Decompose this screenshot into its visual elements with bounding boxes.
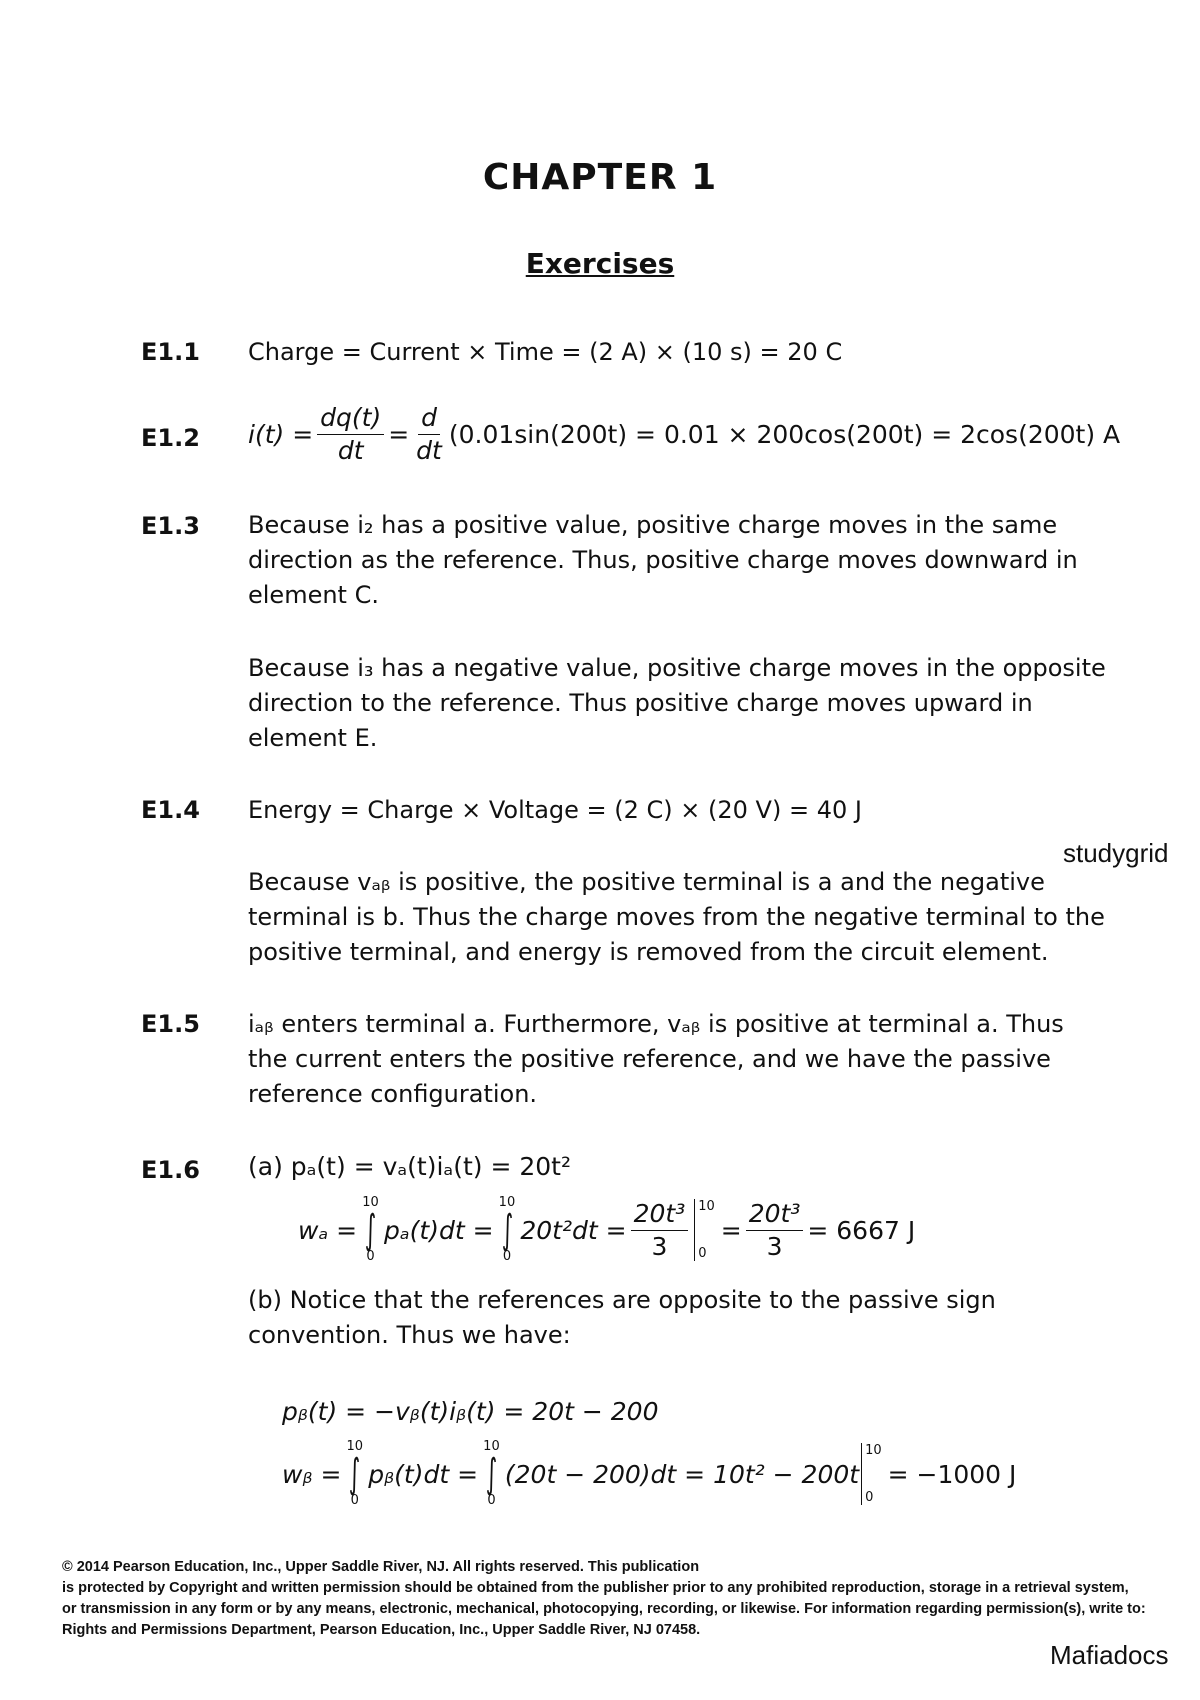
wa-integrand-1: pₐ(t)dt = bbox=[383, 1215, 494, 1245]
text-line: reference configuration. bbox=[248, 1080, 538, 1108]
text-line: direction as the reference. Thus, positive charge moves downward in bbox=[248, 546, 1078, 574]
wa-frac2-den: 3 bbox=[766, 1231, 783, 1261]
wa-fraction-2 bbox=[746, 1199, 804, 1262]
e1-6-wb-equation bbox=[282, 1440, 1016, 1508]
integral-upper-limit: 10 bbox=[498, 1195, 516, 1210]
text-line: Because i₂ has a positive value, positive charge moves in the same bbox=[248, 511, 1058, 539]
e1-2-f2-den: dt bbox=[416, 436, 442, 465]
footer-line: or transmission in any form or by any means, electronic, mechanical, photocopying, recording, or likewise. For information regarding permission(s), write to: bbox=[62, 1601, 1146, 1617]
exercise-label-e1-2: E1.2 bbox=[141, 424, 200, 452]
e1-2-rhs: (0.01sin(200t) = 0.01 × 200cos(200t) = 2cos(200t) A bbox=[448, 420, 1121, 449]
integral-sign bbox=[344, 1440, 365, 1508]
text-line: iₐᵦ enters terminal a. Furthermore, vₐᵦ is positive at terminal a. Thus bbox=[248, 1010, 1064, 1038]
integral-symbol: ∫ bbox=[364, 1207, 377, 1253]
text-line: Because i₃ has a negative value, positive charge moves in the opposite bbox=[248, 654, 1106, 682]
wb-integrand-1: pᵦ(t)dt = bbox=[368, 1459, 479, 1489]
exercise-e1-3-paragraph-1 bbox=[248, 508, 1078, 613]
wb-lhs: wᵦ = bbox=[282, 1459, 342, 1489]
integral-lower-limit: 0 bbox=[366, 1249, 375, 1264]
text-line: terminal is b. Thus the charge moves from the negative terminal to the bbox=[248, 903, 1105, 931]
e1-6-part-a-line: (a) pₐ(t) = vₐ(t)iₐ(t) = 20t² bbox=[248, 1152, 571, 1181]
eval-upper-limit: 10 bbox=[698, 1199, 715, 1214]
e1-2-f1-den: dt bbox=[337, 436, 364, 465]
footer-line: Rights and Permissions Department, Pearson Education, Inc., Upper Saddle River, NJ 07458. bbox=[62, 1622, 701, 1638]
wa-frac-den: 3 bbox=[651, 1231, 668, 1261]
text-line: direction to the reference. Thus positive charge moves upward in bbox=[248, 689, 1033, 717]
e1-2-lhs: i(t) = bbox=[248, 420, 314, 449]
wa-result: = 6667 J bbox=[807, 1215, 916, 1245]
wa-lhs: wₐ = bbox=[298, 1215, 358, 1245]
e1-2-equals: = bbox=[388, 420, 410, 449]
text-line: positive terminal, and energy is removed from the circuit element. bbox=[248, 938, 1049, 966]
text-line: element C. bbox=[248, 581, 379, 609]
integral-symbol: ∫ bbox=[501, 1207, 513, 1253]
text-line: the current enters the positive reference, and we have the passive bbox=[248, 1045, 1051, 1073]
exercise-label-e1-4: E1.4 bbox=[141, 796, 200, 824]
integral-sign bbox=[497, 1196, 518, 1264]
e1-2-fraction-d-dt bbox=[413, 403, 445, 466]
wb-result: = −1000 J bbox=[887, 1459, 1017, 1489]
e1-2-f2-num: d bbox=[418, 403, 440, 435]
wa-equals: = bbox=[720, 1215, 742, 1245]
eval-lower-limit: 0 bbox=[698, 1246, 707, 1261]
exercise-e1-4-line: Energy = Charge × Voltage = (2 C) × (20 V) = 40 J bbox=[248, 796, 862, 824]
exercise-e1-1-text: Charge = Current × Time = (2 A) × (10 s) = 20 C bbox=[248, 338, 843, 366]
e1-2-fraction-dq-dt bbox=[317, 403, 384, 466]
integral-symbol: ∫ bbox=[485, 1451, 498, 1497]
text-line: element E. bbox=[248, 724, 378, 752]
footer-line: © 2014 Pearson Education, Inc., Upper Saddle River, NJ. All rights reserved. This publication bbox=[62, 1559, 700, 1575]
integral-lower-limit: 0 bbox=[487, 1493, 496, 1508]
integral-lower-limit: 0 bbox=[350, 1493, 359, 1508]
e1-6-part-b-text bbox=[248, 1283, 996, 1353]
exercise-e1-5-paragraph bbox=[248, 1007, 1064, 1112]
exercise-label-e1-6: E1.6 bbox=[141, 1156, 200, 1184]
wa-frac2-num: 20t³ bbox=[746, 1199, 804, 1231]
exercise-label-e1-3: E1.3 bbox=[141, 512, 200, 540]
exercise-e1-4-paragraph bbox=[248, 865, 1105, 970]
wa-frac-num: 20t³ bbox=[631, 1199, 689, 1231]
wa-fraction bbox=[631, 1199, 689, 1262]
exercise-label-e1-1: E1.1 bbox=[141, 338, 200, 366]
exercise-e1-3-paragraph-2 bbox=[248, 651, 1106, 756]
chapter-title: CHAPTER 1 bbox=[482, 157, 718, 198]
text-line: convention. Thus we have: bbox=[248, 1321, 571, 1349]
footer-line: is protected by Copyright and written permission should be obtained from the publisher prior to any prohibited reproduction, storage in a retrieval system, bbox=[62, 1580, 1129, 1596]
text-line: Because vₐᵦ is positive, the positive terminal is a and the negative bbox=[248, 868, 1045, 896]
integral-upper-limit: 10 bbox=[483, 1439, 500, 1454]
section-heading: Exercises bbox=[525, 247, 675, 280]
exercise-label-e1-5: E1.5 bbox=[141, 1010, 200, 1038]
eval-lower-limit: 0 bbox=[865, 1490, 874, 1505]
wb-integrand-2: (20t − 200)dt = 10t² − 200t bbox=[504, 1459, 860, 1489]
evaluation-bar bbox=[861, 1443, 882, 1505]
exercise-e1-2-equation bbox=[248, 403, 1120, 466]
integral-upper-limit: 10 bbox=[362, 1195, 379, 1210]
copyright-footer bbox=[62, 1557, 1146, 1641]
e1-6-pb-line: pᵦ(t) = −vᵦ(t)iᵦ(t) = 20t − 200 bbox=[282, 1397, 659, 1426]
integral-sign bbox=[360, 1196, 381, 1264]
integral-lower-limit: 0 bbox=[502, 1249, 512, 1264]
studygrid-watermark: studygrid bbox=[1063, 838, 1169, 868]
e1-2-f1-num: dq(t) bbox=[317, 403, 384, 435]
integral-symbol: ∫ bbox=[349, 1451, 361, 1497]
evaluation-bar bbox=[694, 1199, 715, 1261]
eval-upper-limit: 10 bbox=[865, 1443, 882, 1458]
text-line: (b) Notice that the references are opposite to the passive sign bbox=[248, 1286, 996, 1314]
integral-upper-limit: 10 bbox=[346, 1439, 364, 1454]
integral-sign bbox=[481, 1440, 502, 1508]
wa-integrand-2: 20t²dt = bbox=[520, 1215, 627, 1245]
mafiadocs-watermark: Mafiadocs bbox=[1050, 1640, 1169, 1670]
e1-6-wa-equation bbox=[298, 1196, 915, 1264]
